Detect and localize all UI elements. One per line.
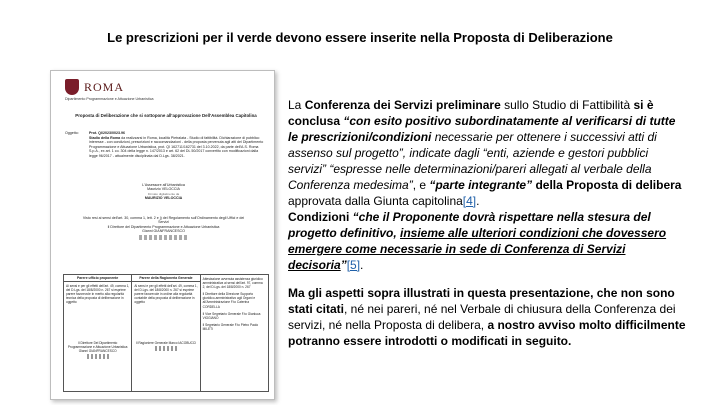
assessore-name: Maurizio VELOCCIA (147, 187, 180, 192)
paragraph-condizioni (288, 209, 686, 273)
p1-i: della Proposta di delibera (532, 178, 682, 192)
col3-text: Attestazione avvenuta assistenza giuridico amministrativa ai sensi dell'art. 97, comma 2, del D.Lgs. del 18/8/2000 n. 267 (202, 277, 263, 290)
parere-proponente-column (64, 275, 132, 391)
p1-e: “con esito positivo subordinatamente al verificarsi di tutte le prescrizioni/condizioni (288, 114, 676, 144)
direttore-block (81, 216, 246, 241)
pareri-table (63, 274, 269, 392)
col3-sign2: Il Vice Segretario Generale F.to Gianluca VIGGIANO (202, 311, 261, 320)
assessore-block (81, 183, 246, 201)
oggetto-label: Oggetto: (65, 131, 79, 135)
p3-a: Ma gli aspetti sopra illustrati in questa presentazione, che non sono stati citati (288, 286, 675, 316)
p2-end: . (360, 258, 364, 272)
assessore-role: L'Assessore all'Urbanistica (142, 183, 185, 187)
oggetto-row (65, 131, 270, 159)
p2-d: ” (340, 258, 347, 272)
paragraph-conclusione (288, 285, 686, 349)
footnote-link-5[interactable]: [5] (346, 258, 361, 272)
slide-title: Le prescrizioni per il verde devono essere inserite nella Proposta di Deliberazione (107, 30, 613, 45)
p1-a: La (288, 98, 305, 112)
logo-text: ROMA (84, 79, 125, 94)
col1-text: Ai sensi e per gli effetti dell'art. 49, comma 1, del D.Lgs. del 18/8/2000 n. 267 si esprime parere favorevole in merito alla regolarità tecnica della proposta di deliberazione in oggetto (66, 284, 130, 305)
roma-crest-icon (65, 79, 79, 95)
direttore-name: Gianni GIANFRANCESCO (142, 229, 185, 234)
col2-sign-text: Il Ragioniere Generale Marco IACOBUCCI (135, 341, 197, 345)
p1-g: , e (412, 178, 430, 192)
col2-header: Parere della Ragioneria Generale (132, 275, 199, 282)
footnote-link-4[interactable]: [4] (462, 194, 477, 208)
firmato-label: Firmato digitalmente da (147, 191, 180, 196)
assessore-signature: MAURIZIO VELOCCIA (144, 196, 183, 201)
p1-b: Conferenza dei Servizi preliminare (304, 98, 501, 112)
roma-logo (65, 79, 124, 95)
scanned-document (50, 70, 275, 400)
p1-end: . (476, 194, 480, 208)
prot-label: Prot. QI/2023/0023.96 (89, 131, 125, 135)
col1-header: Parere ufficio proponente (64, 275, 131, 282)
p1-h: “parte integrante” (429, 178, 533, 192)
signature-stamp (87, 354, 109, 359)
p1-c: sullo Studio di Fattibilità (500, 98, 634, 112)
visto-text: Visto resi ai sensi dell'art. 30, comma 1, lett. 2 e j) del Regolamento sull'Ordinamento degli Uffici e dei Servizi (82, 216, 245, 225)
p2-a: Condizioni (288, 210, 353, 224)
signature-stamp (155, 346, 177, 351)
p1-j: approvata dalla Giunta capitolina (288, 194, 463, 208)
department-label: Dipartimento Programmazione e Attuazione Urbanistica (65, 97, 154, 101)
p1-d: si è conclusa (288, 98, 654, 128)
parere-ragioneria-column (132, 275, 200, 391)
p3-b: , né nei pareri, né nel Verbale di chiusura della Conferenza dei servizi, né nella Proposta di delibera, (288, 302, 676, 332)
p2-c: insieme alle ulteriori condizioni che dovessero emergere come necessarie in sede di Conferenza di Servizi decisoria (288, 226, 667, 272)
col2-text: Ai sensi e per gli effetti dell'art. 49, comma 1, del D.Lgs. del 18/8/2000 n. 267 si esprime parere favorevole in ordine alla regolarità contabile della proposta di deliberazione in oggetto (134, 284, 198, 305)
main-text (288, 97, 686, 349)
p1-f: necessarie per ottenere i successivi atti di assenso sul progetto”, indicate dagli “enti, aziende e gestori pubblici servizi” “espresse nelle determinazioni/pareri allegati al verbale della Conferenza medesima” (288, 130, 657, 192)
signature-stamp (139, 235, 189, 240)
attestazione-column (201, 275, 268, 391)
col3-sign1: Il Direttore della Direzione Supporto giuridico-amministrativo agli Organi e all'Amministrazione F.to Caterina CORDELLA (202, 292, 256, 309)
p2-b: “che il Proponente dovrà rispettare nella stesura del progetto definitivo, (288, 210, 651, 240)
proposal-title: Proposta di Deliberazione che si sottopone all'approvazione Dell'Assemblea Capitolina (75, 113, 257, 118)
col2-signature (134, 341, 197, 352)
col1-sign-text: Il Direttore Del Dipartimento Programmazione e Attuazione Urbanistica Gianni GIANFRANCESCO (67, 341, 128, 354)
col3-sign3: Il Segretario Generale F.to Pietro Paolo MILETI (202, 322, 259, 331)
p3-c: a nostro avviso molto difficilmente potranno essere introdotti o modificati in seguito. (288, 318, 686, 348)
oggetto-highlight: Stadio della Roma (89, 135, 121, 140)
oggetto-text: da realizzarsi in Roma, località Pietralata - Studio di fattibilità. Dichiarazione di pubblico interesse - con condizioni, prescrizioni e raccomandazioni - della proposta pervenuta agli atti del Dipartimento Programmazione e Attuazione Urbanistica, prot. QI 162711/162731 del 3.10.2022, da parte dell'A.S. Roma S.p.A., ex art. 1 co. 304 della legge n. 147/2013 e art. 62 del DL 50/2017 convertito con modificazioni dalla legge 96/2017 - attualmente disciplinata dal D.Lgs. 38/2021. (89, 135, 264, 158)
paragraph-conferenza (288, 97, 686, 209)
direttore-role: Il Direttore del Dipartimento Programmazione e Attuazione Urbanistica (107, 224, 220, 229)
col1-signature (66, 341, 129, 360)
